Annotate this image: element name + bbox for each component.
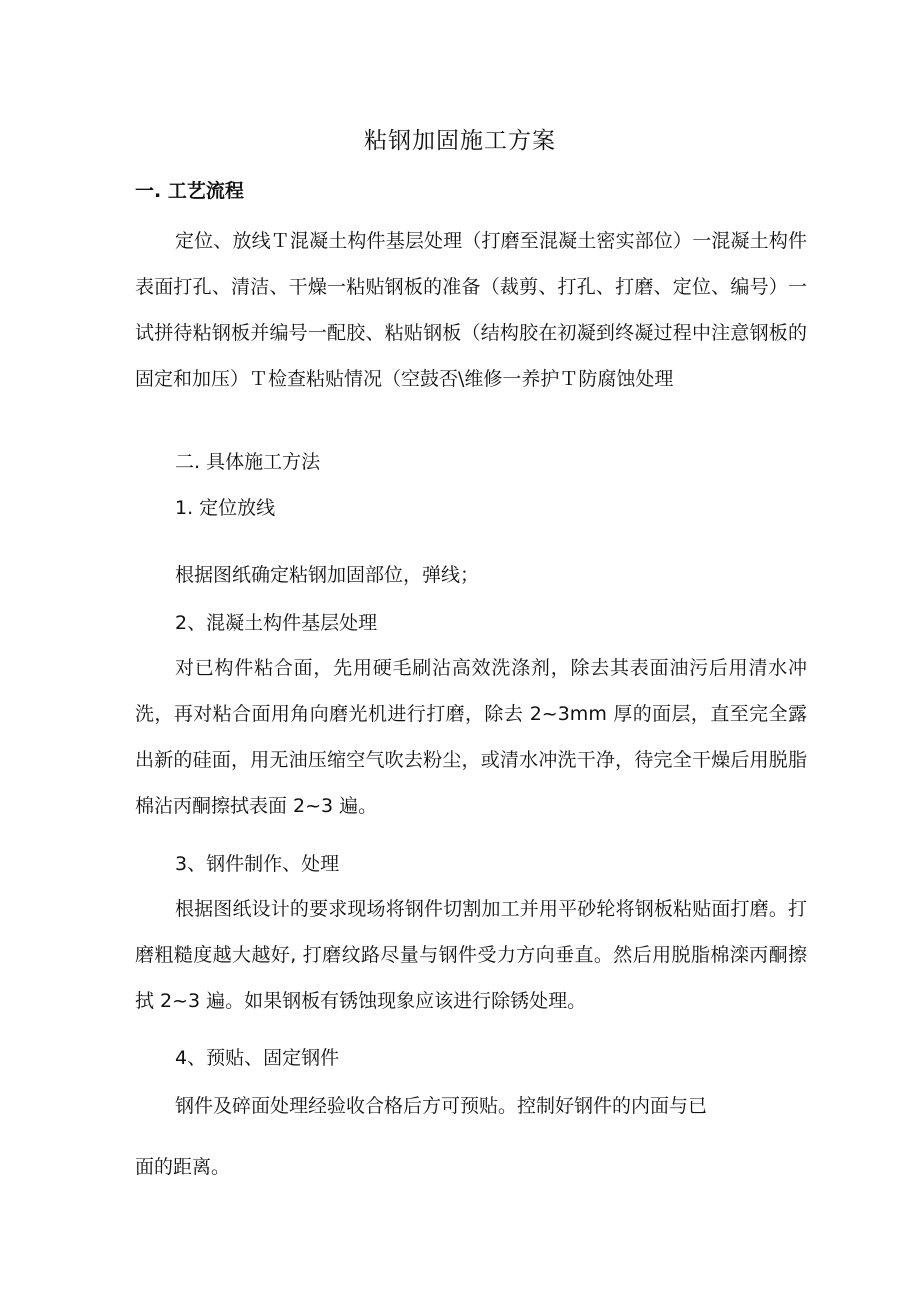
step-4-text-line-2: 面的距离。 <box>135 1156 231 1178</box>
process-flow-paragraph: 定位、放线Ｔ混凝土构件基层处理（打磨至混凝土密实部位）一混凝土构件表面打孔、清洁、干燥一粘贴钢板的准备（裁剪、打孔、打磨、定位、编号）一试拼待粘钢板并编号一配胶、粘贴钢板（结构胶在初凝到终凝过程中注意钢板的固定和加压）Ｔ检查粘贴情况（空鼓否\维修一养护Ｔ防腐蚀处理 <box>135 230 807 390</box>
step-4-text-line-1: 钢件及碎面处理经验收合格后方可预贴。控制好钢件的内面与已 <box>175 1095 708 1117</box>
step-4-heading: 4、预贴、固定钢件 <box>175 1047 340 1069</box>
step-3-heading: 3、钢件制作、处理 <box>175 853 340 875</box>
step-2-heading: 2、混凝土构件基层处理 <box>175 612 378 634</box>
step-1-heading: 1. 定位放线 <box>175 497 276 519</box>
section-heading-process-flow: 一. 工艺流程 <box>135 180 244 202</box>
step-3-paragraph: 根据图纸设计的要求现场将钢件切割加工并用平砂轮将钢板粘贴面打磨。打磨粗糙度越大越好, 打磨纹路尽量与钢件受力方向垂直。然后用脱脂棉滦丙酮擦拭 2~3 遍。如果钢板有锈蚀现象应该进行除锈处理。 <box>135 898 807 1012</box>
step-2-paragraph: 对已构件粘合面，先用硬毛刷沾高效洗涤剂，除去其表面油污后用清水冲洗，再对粘合面用角向磨光机进行打磨，除去 2~3mm 厚的面层，直至完全露出新的硅面，用无油压缩空气吹去粉尘，或清水冲洗干净，待完全干燥后用脱脂棉沾丙酮擦拭表面 2~3 遍。 <box>135 657 807 817</box>
step-1-text: 根据图纸确定粘钢加固部位，弹线； <box>175 564 480 586</box>
section-heading-construction-methods: 二. 具体施工方法 <box>175 451 321 473</box>
document-title: 粘钢加固施工方案 <box>364 128 556 154</box>
